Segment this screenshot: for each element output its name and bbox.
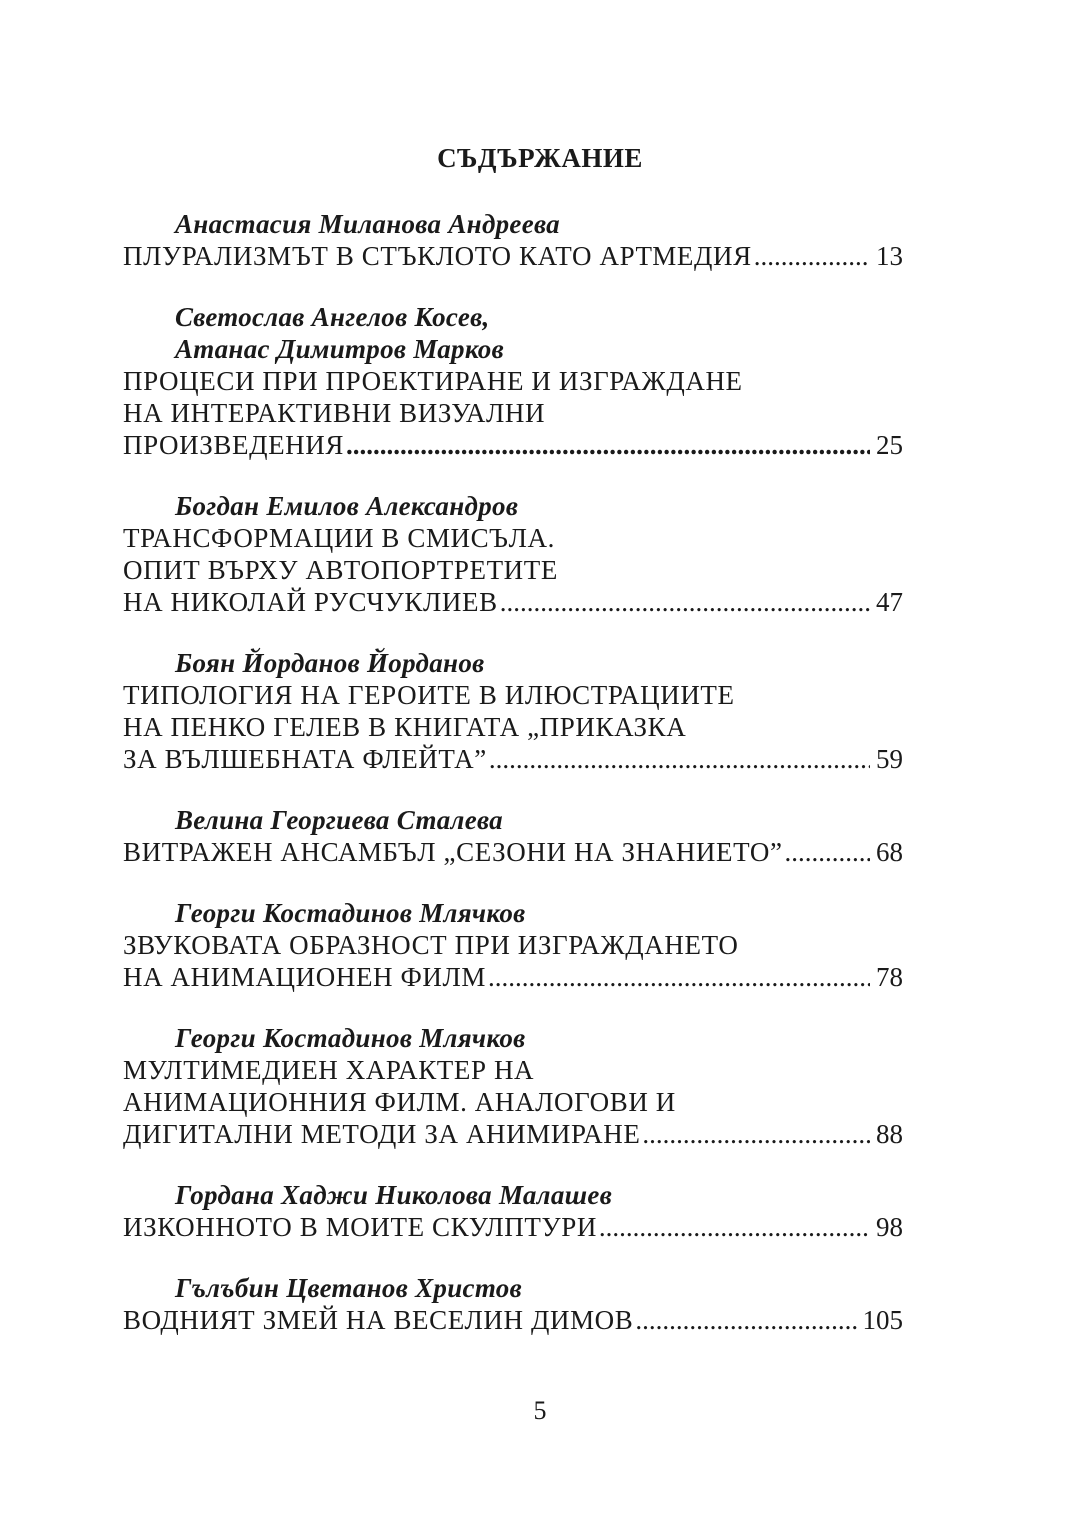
toc-entry-author: Гълъбин Цветанов Христов: [175, 1273, 522, 1303]
toc-entry: [123, 1179, 903, 1243]
toc-entry-title-line: ЗВУКОВАТА ОБРАЗНОСТ ПРИ ИЗГРАЖДАНЕТО: [123, 930, 739, 960]
dot-leader: [488, 961, 870, 993]
page-title: СЪДЪРЖАНИЕ: [437, 143, 643, 173]
toc-entry-author: Георги Костадинов Млячков: [175, 1023, 526, 1053]
dot-leader: [346, 429, 870, 461]
toc-entry-author: Гордана Хаджи Николова Малашев: [175, 1180, 613, 1210]
toc-entry-title-last-line[interactable]: [123, 586, 903, 618]
toc-entry: [123, 1022, 903, 1150]
toc-entry-author: Боян Йорданов Йорданов: [175, 648, 485, 678]
toc-entry-title-line: АНИМАЦИОННИЯ ФИЛМ. АНАЛОГОВИ И: [123, 1087, 676, 1117]
toc-entry-title-last-line[interactable]: [123, 743, 903, 775]
toc-entry-author: Светослав Ангелов Косев,: [175, 302, 490, 332]
toc-entry-page-number: 13: [876, 241, 903, 271]
toc-entry-title-text: ПЛУРАЛИЗМЪТ В СТЪКЛОТО КАТО АРТМЕДИЯ: [123, 241, 752, 271]
toc-entry-title-text: ДИГИТАЛНИ МЕТОДИ ЗА АНИМИРАНЕ: [123, 1119, 641, 1149]
toc-entry-title-last-line[interactable]: [123, 961, 903, 993]
toc-entry-title-last-line[interactable]: [123, 240, 903, 272]
page-number: 5: [533, 1396, 547, 1425]
dot-leader: [489, 743, 870, 775]
toc-entry-page-number: 68: [876, 837, 903, 867]
toc-entry-title-line: ПРОЦЕСИ ПРИ ПРОЕКТИРАНЕ И ИЗГРАЖДАНЕ: [123, 366, 743, 396]
toc-entry-page-number: 47: [876, 587, 903, 617]
toc-entry: [123, 804, 903, 868]
toc-entry-title-last-line[interactable]: [123, 1304, 903, 1336]
toc-entry-title-last-line[interactable]: [123, 429, 903, 461]
toc-entry-page-number: 78: [876, 962, 903, 992]
toc-entry-page-number: 88: [876, 1119, 903, 1149]
dot-leader: [754, 240, 870, 272]
toc-entry-title-text: ПРОИЗВЕДЕНИЯ: [123, 430, 344, 460]
toc-entry-title-text: ВИТРАЖЕН АНСАМБЪЛ „СЕЗОНИ НА ЗНАНИЕТО”: [123, 837, 783, 867]
toc-entry-author: Георги Костадинов Млячков: [175, 898, 526, 928]
toc-entry-title-text: ЗА ВЪЛШЕБНАТА ФЛЕЙТА”: [123, 744, 487, 774]
toc-entry-author: Богдан Емилов Александров: [175, 491, 519, 521]
toc-entry-title-text: НА АНИМАЦИОНЕН ФИЛМ: [123, 962, 487, 992]
toc-entry-title-text: ИЗКОННОТО В МОИТЕ СКУЛПТУРИ: [123, 1212, 597, 1242]
toc-entry: [123, 1272, 903, 1336]
toc-entry-title-line: НА ПЕНКО ГЕЛЕВ В КНИГАТА „ПРИКАЗКА: [123, 712, 687, 742]
toc-entry-title-text: НА НИКОЛАЙ РУСЧУКЛИЕВ: [123, 587, 498, 617]
toc-entry-page-number: 25: [876, 430, 903, 460]
toc-entry-title-line: ТИПОЛОГИЯ НА ГЕРОИТЕ В ИЛЮСТРАЦИИТЕ: [123, 680, 735, 710]
toc-entry: [123, 208, 903, 272]
toc-entry: [123, 897, 903, 993]
toc-entry-title-last-line[interactable]: [123, 1118, 903, 1150]
toc-entry-author: Атанас Димитров Марков: [175, 334, 504, 364]
toc-entry-title-last-line[interactable]: [123, 1211, 903, 1243]
toc-entry-title-line: ОПИТ ВЪРХУ АВТОПОРТРЕТИТЕ: [123, 555, 558, 585]
dot-leader: [642, 1118, 870, 1150]
toc-entry-page-number: 59: [876, 744, 903, 774]
toc-entry-title-line: НА ИНТЕРАКТИВНИ ВИЗУАЛНИ: [123, 398, 546, 428]
toc-entry-author: Анастасия Миланова Андреева: [175, 209, 560, 239]
dot-leader: [599, 1211, 870, 1243]
toc-entry-page-number: 105: [862, 1305, 903, 1335]
toc-entry: [123, 301, 903, 461]
table-of-contents: [123, 208, 903, 1365]
toc-entry-title-line: ТРАНСФОРМАЦИИ В СМИСЪЛА.: [123, 523, 555, 553]
toc-entry-author: Велина Георгиева Сталева: [175, 805, 503, 835]
dot-leader: [785, 836, 870, 868]
toc-entry: [123, 490, 903, 618]
toc-entry-title-text: ВОДНИЯТ ЗМЕЙ НА ВЕСЕЛИН ДИМОВ: [123, 1305, 634, 1335]
dot-leader: [500, 586, 870, 618]
toc-entry-page-number: 98: [876, 1212, 903, 1242]
toc-entry-title-last-line[interactable]: [123, 836, 903, 868]
dot-leader: [635, 1304, 856, 1336]
toc-entry: [123, 647, 903, 775]
toc-entry-title-line: МУЛТИМЕДИЕН ХАРАКТЕР НА: [123, 1055, 535, 1085]
